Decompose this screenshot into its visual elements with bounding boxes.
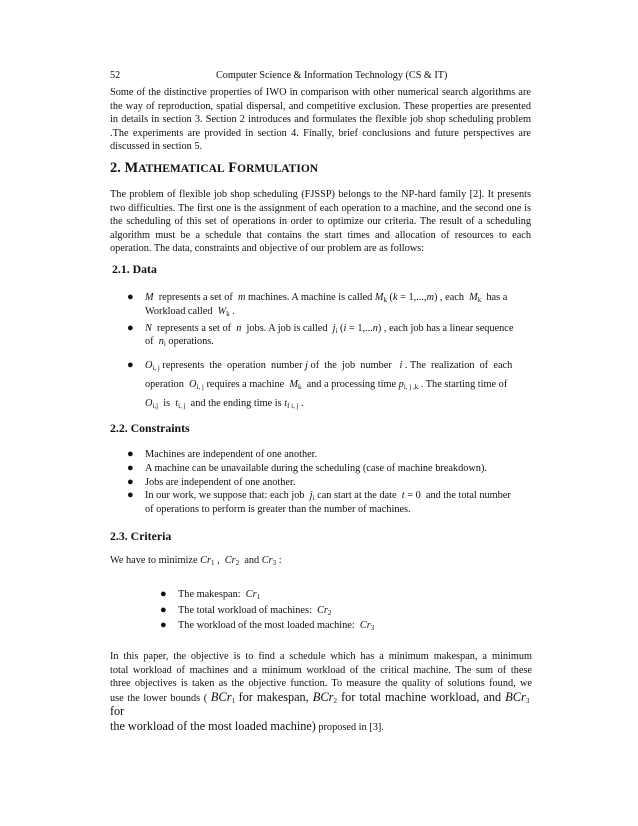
criteria-paragraph-line: In this paper, the objective is to find a schedule which has a minimum makespan, a minimum — [110, 651, 532, 662]
bullet-icon: ● — [127, 461, 134, 474]
criteria-item-makespan: ● The makespan: $Cr_1$ — [160, 588, 261, 601]
bullet-icon: ● — [127, 489, 134, 502]
data-item-line: M represents a set of m machines. A machine is called $M_k$ (k = 1,...,m) , each $M_k$ has a — [145, 292, 508, 304]
intro-paragraph-block — [110, 86, 531, 154]
data-list — [127, 291, 533, 413]
data-item-line: Workload called $W_k$ . — [145, 305, 235, 318]
criteria-paragraph-line: use the lower bounds ( BCr$_1$ for makespan, BCr$_2$ for total machine workload, and BCr$_3$ for — [110, 689, 530, 718]
bullet-icon: ● — [160, 619, 167, 631]
criteria-intro: We have to minimize $Cr_1$ , $Cr_2$ and $Cr_3$ : — [110, 555, 282, 567]
bullet-icon: ● — [127, 475, 134, 488]
data-item-line: operation $O_{i, j}$ requires a machine $M_k$ and a processing time $p_{i, j ,k}$ . The starting time of — [145, 379, 508, 392]
intro-paragraph: Some of the distinctive properties of IWO in comparison with other numerical search algorithms are the way of reproduction, spatial dispersal, and competitive exclusion. These properties are presented in details in section 3. Section 2 introduces and formulates the flexible job shop scheduling problem .The experiments are provided in section 4. Finally, brief conclusions and future perspectives are discussed in section 5. — [110, 87, 531, 152]
criteria-paragraph-line: three objectives is taken as the objective function. To measure the quality of solutions found, we — [110, 678, 532, 689]
bullet-icon: ● — [127, 359, 134, 372]
criteria-paragraph-line: total workload of machines and a minimum workload of the critical machine. The sum of these — [110, 664, 532, 676]
journal-title: Computer Science & Information Technology (CS & IT) — [216, 70, 448, 81]
bullet-icon: ● — [160, 588, 167, 600]
data-item-line: N represents a set of n jobs. A job is called $j_i$ (i = 1,...n) , each job has a linear sequence — [145, 322, 514, 335]
bullet-icon: ● — [127, 291, 134, 303]
data-item-operations — [127, 356, 533, 413]
section-heading — [110, 160, 318, 177]
constraints-list — [127, 448, 533, 517]
section-title-athematical: ATHEMATICAL — [138, 163, 225, 175]
data-item-line: $O_{i, j}$ represents the operation number j of the job number i . The realization of each — [145, 360, 513, 373]
criteria-item-total-workload: ● The total workload of machines: $Cr_2$ — [160, 603, 332, 617]
subsection-title-criteria: 2.3. Criteria — [110, 529, 172, 543]
criteria-item-max-workload: ● The workload of the most loaded machine: $Cr_3$ — [160, 619, 375, 632]
data-item-line: of $n_i$ operations. — [145, 336, 214, 349]
bullet-icon: ● — [127, 321, 134, 334]
criteria-paragraph-line: the workload of the most loaded machine) proposed in [3]. — [110, 718, 384, 733]
data-item-line: $O_{i,j}$ is $t_{i, j}$ and the ending time is $t_{f i, j}$ . — [145, 398, 304, 411]
section-paragraph: The problem of flexible job shop scheduling (FJSSP) belongs to the NP-hard family [2]. It presents two difficulties. The first one is the assignment of each operation to a machine, and the second one is the scheduling of this set of operations in order to optimize our criteria. The result of a scheduling algorithm must be a schedule that contains the start times and allocation of resources to each operation. The data, constraints and objective of our problem are as follows: — [110, 189, 531, 254]
bullet-icon: ● — [127, 448, 134, 460]
subsection-title-data: 2.1. Data — [112, 262, 157, 276]
constraint-item: ● Jobs are independent of one another. — [127, 475, 296, 488]
criteria-list — [160, 587, 518, 634]
section-paragraph-block — [110, 188, 531, 256]
section-number: 2. — [110, 160, 121, 176]
constraint-item: ● A machine can be unavailable during the scheduling (case of machine breakdown). — [127, 461, 487, 474]
page-number: 52 — [110, 70, 121, 81]
data-item-jobs — [127, 321, 533, 350]
section-title-ormulation: ORMULATION — [237, 163, 319, 175]
subsection-title-constraints: 2.2. Constraints — [110, 421, 190, 435]
section-title-m: M — [124, 160, 139, 176]
constraint-item: ● Machines are independent of one another. — [127, 448, 318, 460]
criteria-paragraph-block — [110, 650, 532, 734]
data-item-machines — [127, 291, 533, 319]
constraint-item: ● In our work, we suppose that: each job $j_i$ can start at the date t = 0 and the total number of operations to perform is greater than the number of machines. — [127, 489, 511, 516]
bullet-icon: ● — [160, 603, 167, 616]
section-title-f: F — [228, 160, 238, 176]
